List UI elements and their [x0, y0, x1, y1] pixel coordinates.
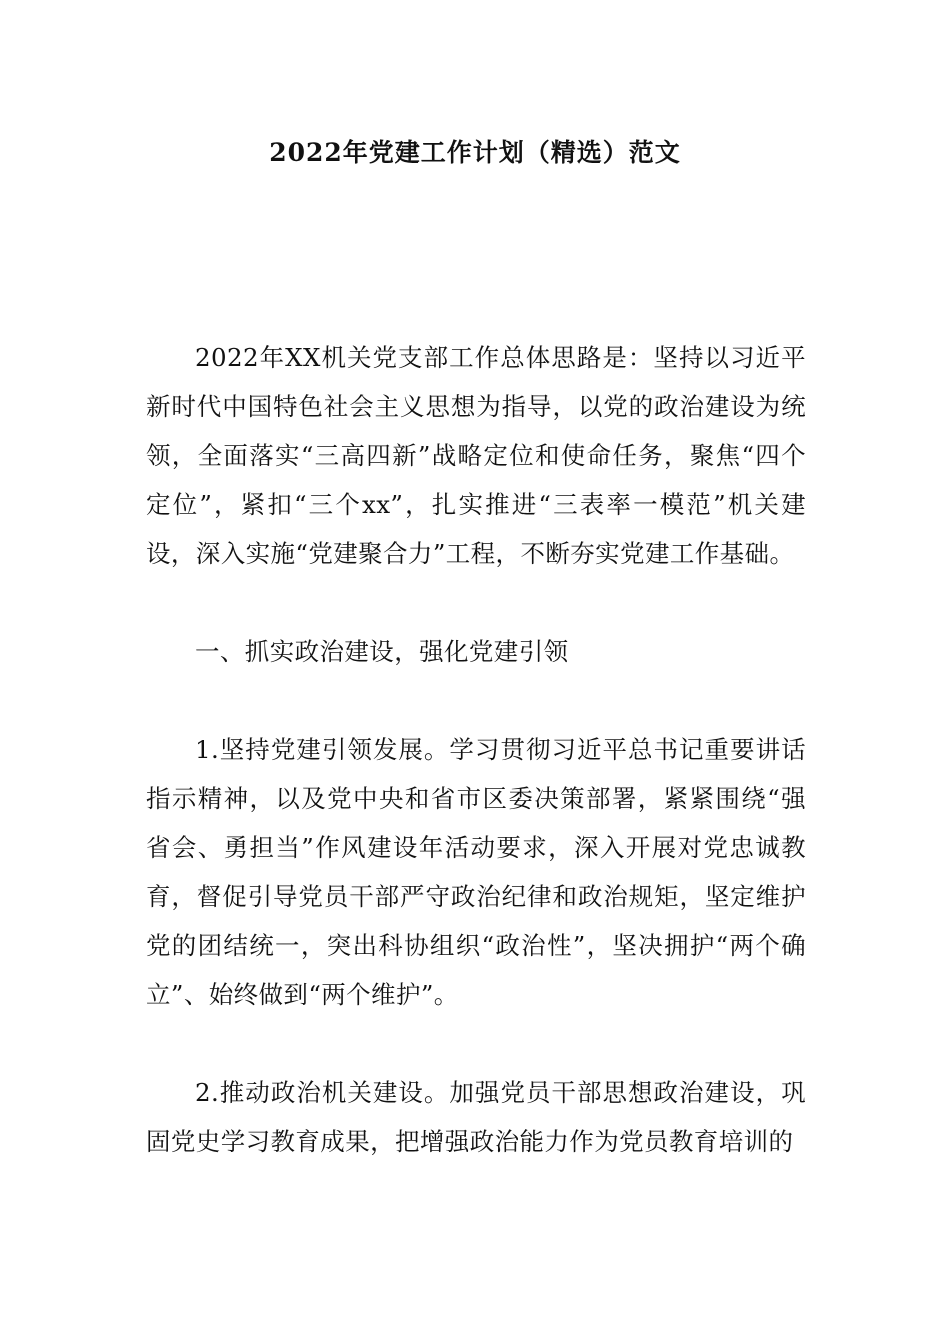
document-body: [146, 333, 806, 1166]
section-heading: 一、抓实政治建设，强化党建引领: [195, 637, 569, 666]
document-title: 2022年党建工作计划（精选）范文: [269, 138, 681, 167]
item-paragraph-2: 2.推动政治机关建设。加强党员干部思想政治建设，巩固党史学习教育成果，把增强政治能力作为党员教育培训的: [146, 1078, 806, 1156]
item-paragraph-1: 1.坚持党建引领发展。学习贯彻习近平总书记重要讲话指示精神，以及党中央和省市区委决策部署，紧紧围绕“强省会、勇担当”作风建设年活动要求，深入开展对党忠诚教育，督促引导党员干部严守政治纪律和政治规矩，坚定维护党的团结统一，突出科协组织“政治性”，坚决拥护“两个确立”、始终做到“两个维护”。: [146, 735, 806, 1009]
intro-paragraph: 2022年XX机关党支部工作总体思路是：坚持以习近平新时代中国特色社会主义思想为指导，以党的政治建设为统领，全面落实“三高四新”战略定位和使命任务，聚焦“四个定位”，紧扣“三个xx”，扎实推进“三表率一模范”机关建设，深入实施“党建聚合力”工程，不断夯实党建工作基础。: [146, 343, 806, 568]
